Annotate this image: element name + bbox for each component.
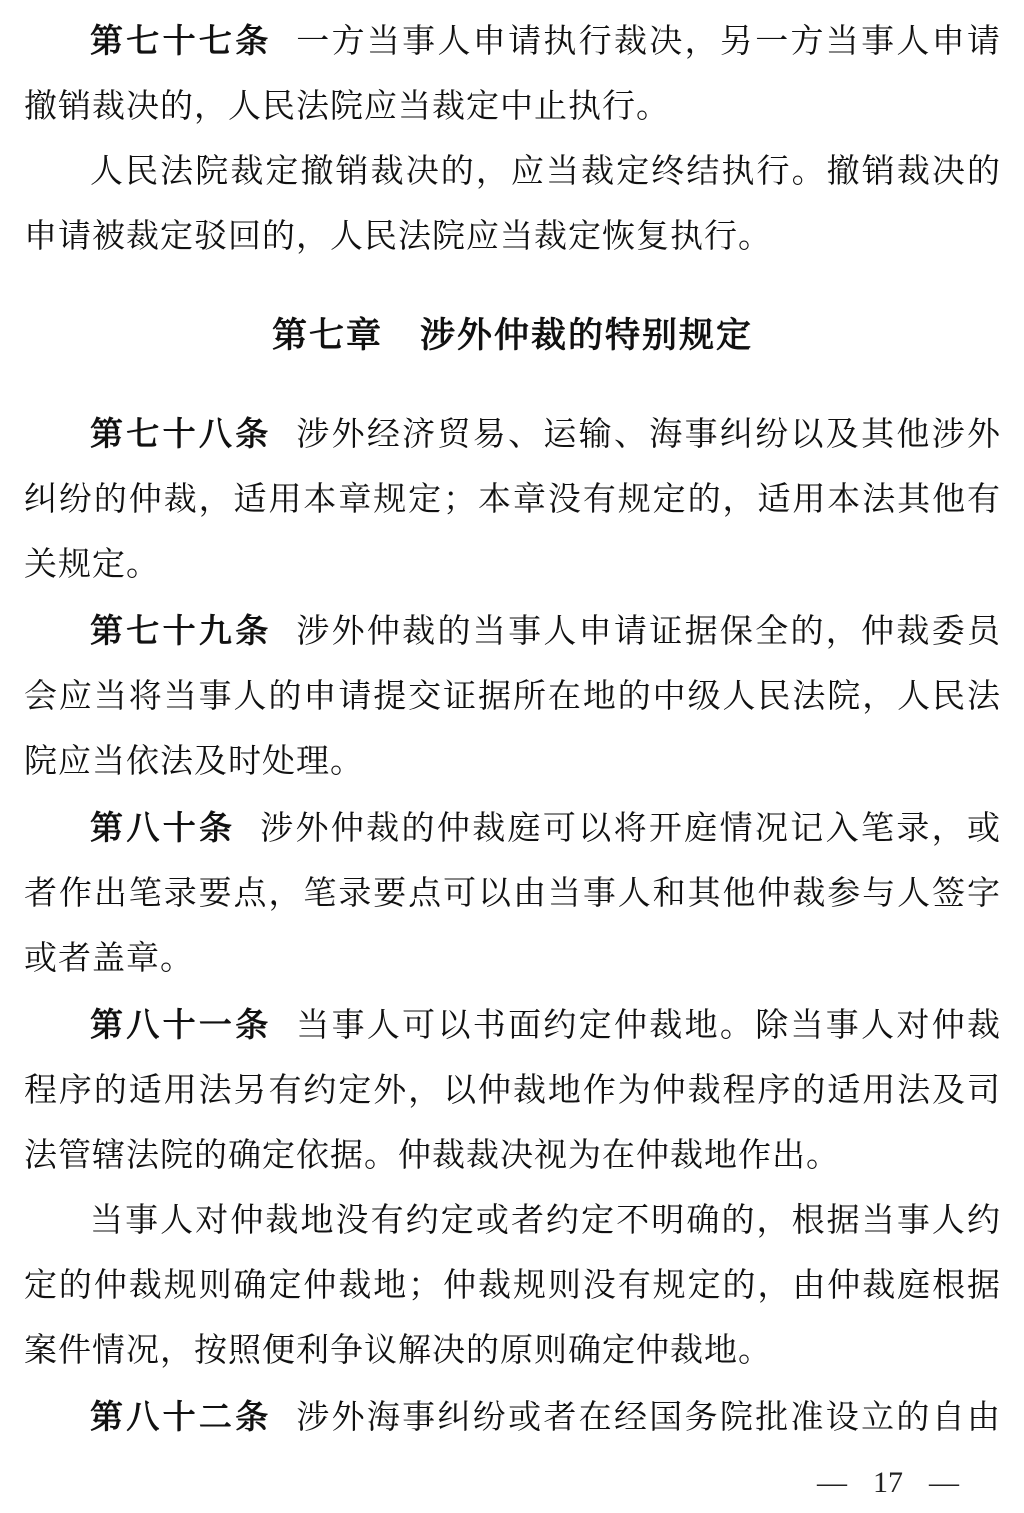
- article-number: 第八十条: [90, 809, 236, 846]
- article-paragraph: [24, 8, 1001, 140]
- footer-right-dash: —: [929, 1466, 959, 1499]
- article-paragraph: [24, 1384, 1001, 1451]
- footer-left-dash: —: [817, 1466, 847, 1499]
- article-text: 涉外仲裁的仲裁庭可以将开庭情况记入笔录，或者作出笔录要点，笔录要点可以由当事人和其他仲裁参与人签字或者盖章。: [24, 811, 1001, 977]
- article-text: 涉外经济贸易、运输、海事纠纷以及其他涉外纠纷的仲裁，适用本章规定；本章没有规定的，适用本法其他有关规定。: [24, 417, 1002, 583]
- page-number: [24, 1463, 959, 1503]
- article-number: 第七十七条: [90, 22, 272, 59]
- article-number: 第七十九条: [90, 612, 272, 649]
- article-paragraph: [24, 992, 1001, 1189]
- article-text: 涉外海事纠纷或者在经国务院批准设立的自由: [296, 1400, 1002, 1436]
- article-paragraph: [24, 598, 1001, 795]
- article-number: 第八十一条: [90, 1006, 272, 1043]
- continuation-paragraph: 人民法院裁定撤销裁决的，应当裁定终结执行。撤销裁决的申请被裁定驳回的，人民法院应当裁定恢复执行。: [24, 154, 1001, 255]
- article-number: 第八十二条: [90, 1398, 272, 1435]
- continuation-paragraph: 当事人对仲裁地没有约定或者约定不明确的，根据当事人约定的仲裁规则确定仲裁地；仲裁规则没有规定的，由仲裁庭根据案件情况，按照便利争议解决的原则确定仲裁地。: [24, 1203, 1001, 1369]
- article-paragraph: [24, 795, 1001, 992]
- article-number: 第七十八条: [90, 415, 272, 452]
- article-paragraph: [24, 401, 1001, 598]
- article-text: 涉外仲裁的当事人申请证据保全的，仲裁委员会应当将当事人的申请提交证据所在地的中级人民法院，人民法院应当依法及时处理。: [24, 614, 1002, 780]
- article-text: 一方当事人申请执行裁决，另一方当事人申请撤销裁决的，人民法院应当裁定中止执行。: [24, 24, 1002, 125]
- chapter-heading: 第七章 涉外仲裁的特别规定: [271, 316, 753, 355]
- footer-page-number: 17: [873, 1466, 903, 1499]
- article-text: 当事人可以书面约定仲裁地。除当事人对仲裁程序的适用法另有约定外，以仲裁地作为仲裁程序的适用法及司法管辖法院的确定依据。仲裁裁决视为在仲裁地作出。: [24, 1008, 1002, 1174]
